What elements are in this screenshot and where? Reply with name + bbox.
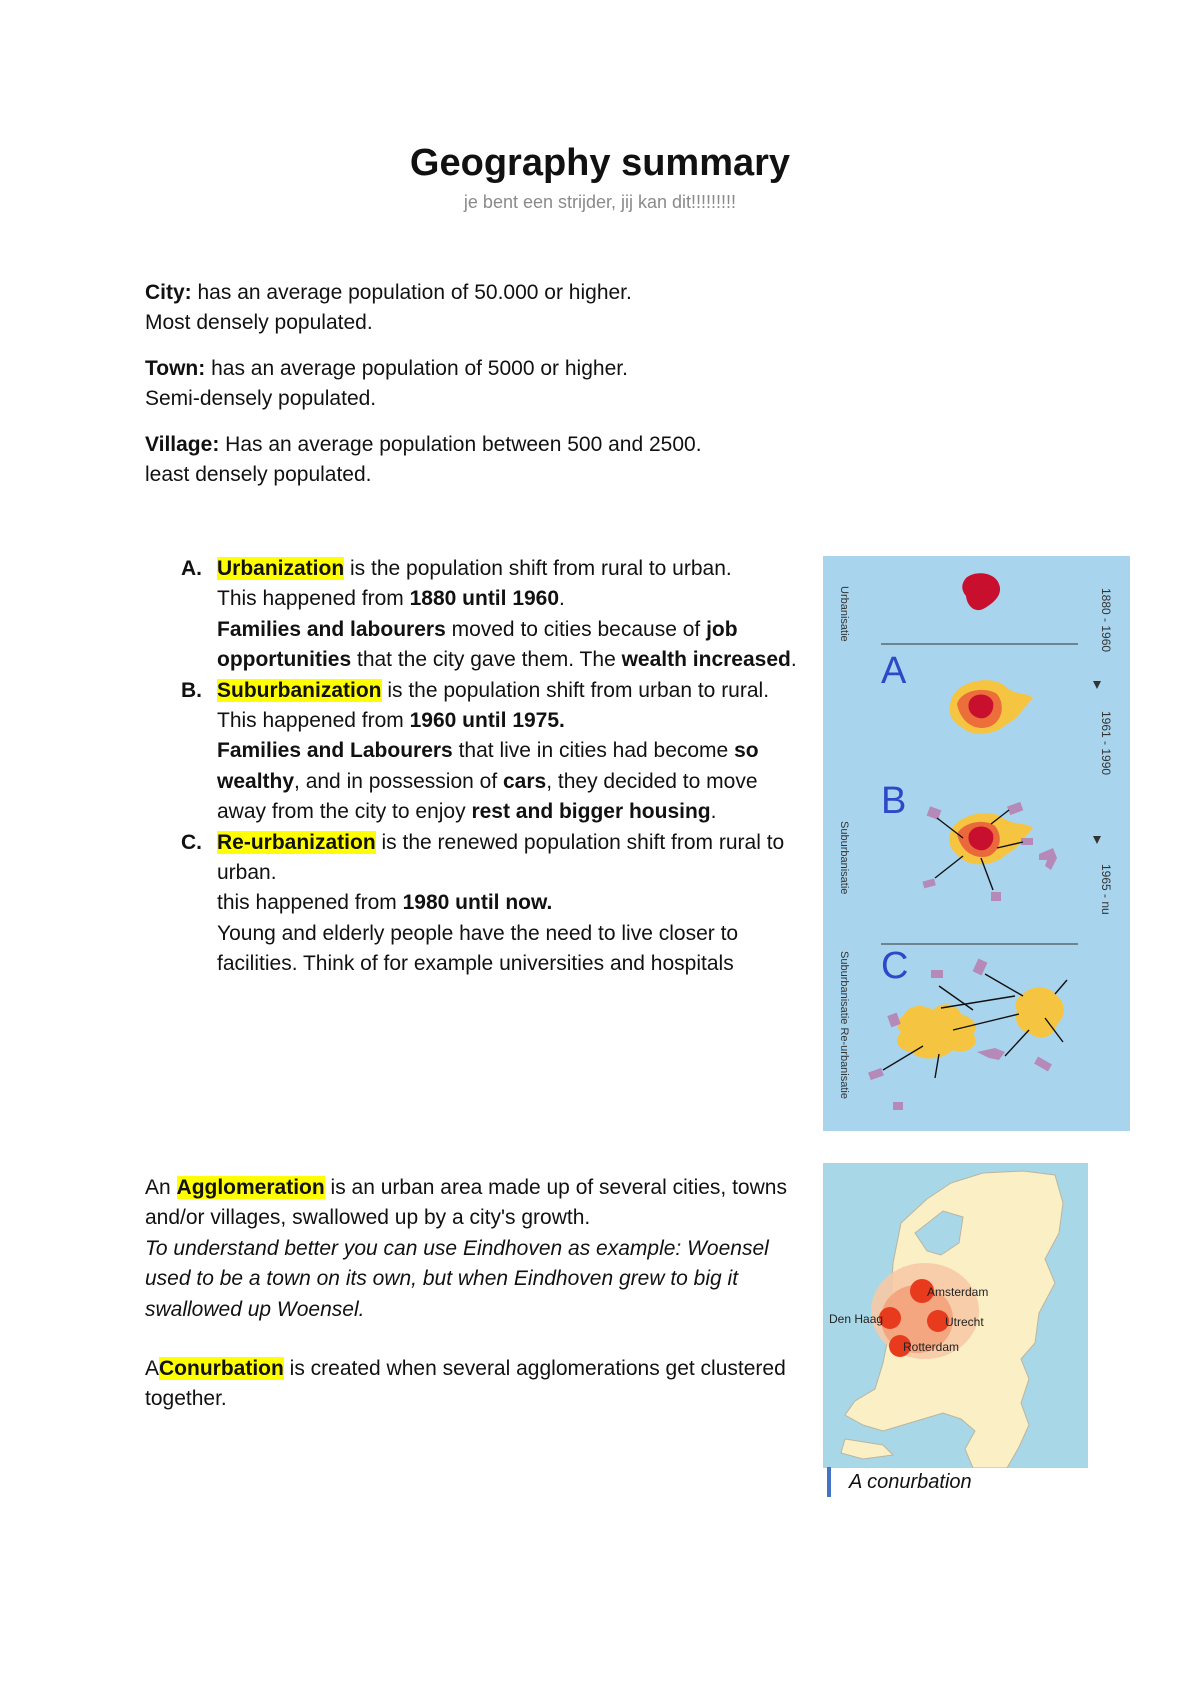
label-urbanisatie: Urbanisatie [838, 586, 850, 642]
urbanization-phases-list [145, 554, 810, 980]
agglomeration-paragraph [145, 1173, 810, 1325]
city-line2: Most densely populated. [145, 311, 373, 334]
village-line1: Has an average population between 500 and 2500. [219, 433, 702, 456]
conurbation-paragraph [145, 1354, 810, 1415]
term-urbanization: Urbanization [217, 557, 345, 580]
text: is created when several agglomerations get clustered together. [145, 1357, 786, 1411]
list-item-suburbanization [145, 676, 810, 828]
text: . [559, 587, 565, 611]
text: moved to cities because of [445, 617, 707, 641]
city-label-den-haag: Den Haag [829, 1312, 884, 1326]
text: . [790, 648, 797, 672]
panel-letter-b: B [881, 780, 907, 822]
list-item-urbanization [145, 554, 810, 676]
bold-text: so wealthy [217, 739, 759, 793]
city-label-utrecht: Utrecht [945, 1315, 984, 1329]
list-item-reurbanization [145, 828, 810, 980]
period-suburbanization: 1960 until 1975. [409, 709, 565, 733]
label-period-1965-nu: 1965 - nu [1099, 864, 1113, 915]
text: Young and elderly people have the need to live closer to facilities. Think of for example universities and hospitals [217, 921, 739, 976]
town-line1: has an average population of 5000 or higher. [205, 357, 628, 380]
label-suburbanisatie-reurbanisatie: Suburbanisatie Re-urbanisatie [838, 951, 850, 1099]
text: A [145, 1357, 160, 1380]
town-line2: Semi-densely populated. [145, 387, 377, 410]
bold-text: cars [503, 769, 547, 793]
text: is the renewed population shift from rural to urban. [217, 830, 785, 885]
city-line1: has an average population of 50.000 or higher. [191, 281, 632, 304]
text: is the population shift from rural to urban. [344, 557, 732, 580]
term-agglomeration: Agglomeration [176, 1176, 325, 1199]
panel-letter-a: A [881, 650, 907, 692]
term-village: Village: [145, 433, 220, 456]
label-period-1961-1990: 1961 - 1990 [1099, 711, 1113, 776]
definition-city [145, 278, 632, 338]
bold-text: Families and labourers [217, 617, 446, 641]
page-title: Geography summary [409, 142, 791, 184]
list-marker: C. [181, 830, 202, 854]
label-suburbanisatie: Suburbanisatie [838, 821, 850, 895]
term-reurbanization: Re-urbanization [217, 830, 376, 854]
text: This happened from [217, 709, 410, 733]
city-label-amsterdam: Amsterdam [927, 1285, 989, 1299]
term-suburbanization: Suburbanization [217, 678, 382, 702]
text: that the city gave them. The [351, 648, 622, 672]
urbanization-phases-diagram [823, 556, 1130, 1131]
text: is the population shift from urban to rural. [381, 678, 770, 702]
panel-letter-c: C [881, 945, 909, 987]
definition-town [145, 354, 628, 414]
text: , and in possession of [294, 769, 503, 793]
text: this happened from [217, 891, 403, 915]
text: is an urban area made up of several cities, towns and/or villages, swallowed up by a city's growth. [145, 1176, 787, 1230]
page-subtitle: je bent een strijder, jij kan dit!!!!!!!!! [463, 192, 737, 212]
term-city: City: [145, 281, 192, 304]
agglomeration-example: To understand better you can use Eindhoven as example: Woensel used to be a town on its own, but when Eindhoven grew to big it swallowed up Woensel. [145, 1236, 769, 1321]
list-marker: A. [181, 557, 202, 580]
period-urbanization: 1880 until 1960 [409, 587, 560, 611]
bold-text: wealth increased [621, 648, 791, 672]
text: . [710, 800, 717, 824]
village-line2: least densely populated. [145, 463, 372, 486]
term-conurbation: Conurbation [159, 1357, 284, 1380]
text: An [145, 1176, 177, 1199]
bold-text: job opportunities [217, 617, 738, 672]
text: This happened from [217, 587, 410, 611]
bold-text: Families and Labourers [217, 739, 453, 763]
text: , they decided to move away from the city to enjoy [217, 769, 758, 824]
bold-text: rest and bigger housing [471, 800, 711, 824]
figure-caption: A conurbation [827, 1467, 972, 1497]
period-reurbanization: 1980 until now. [402, 891, 553, 915]
list-marker: B. [181, 678, 202, 702]
conurbation-map [823, 1163, 1088, 1468]
definition-village [145, 430, 702, 490]
label-period-1880-1960: 1880 - 1960 [1099, 588, 1113, 653]
city-label-rotterdam: Rotterdam [903, 1340, 960, 1354]
text: that live in cities had become [452, 739, 735, 763]
term-town: Town: [145, 357, 206, 380]
